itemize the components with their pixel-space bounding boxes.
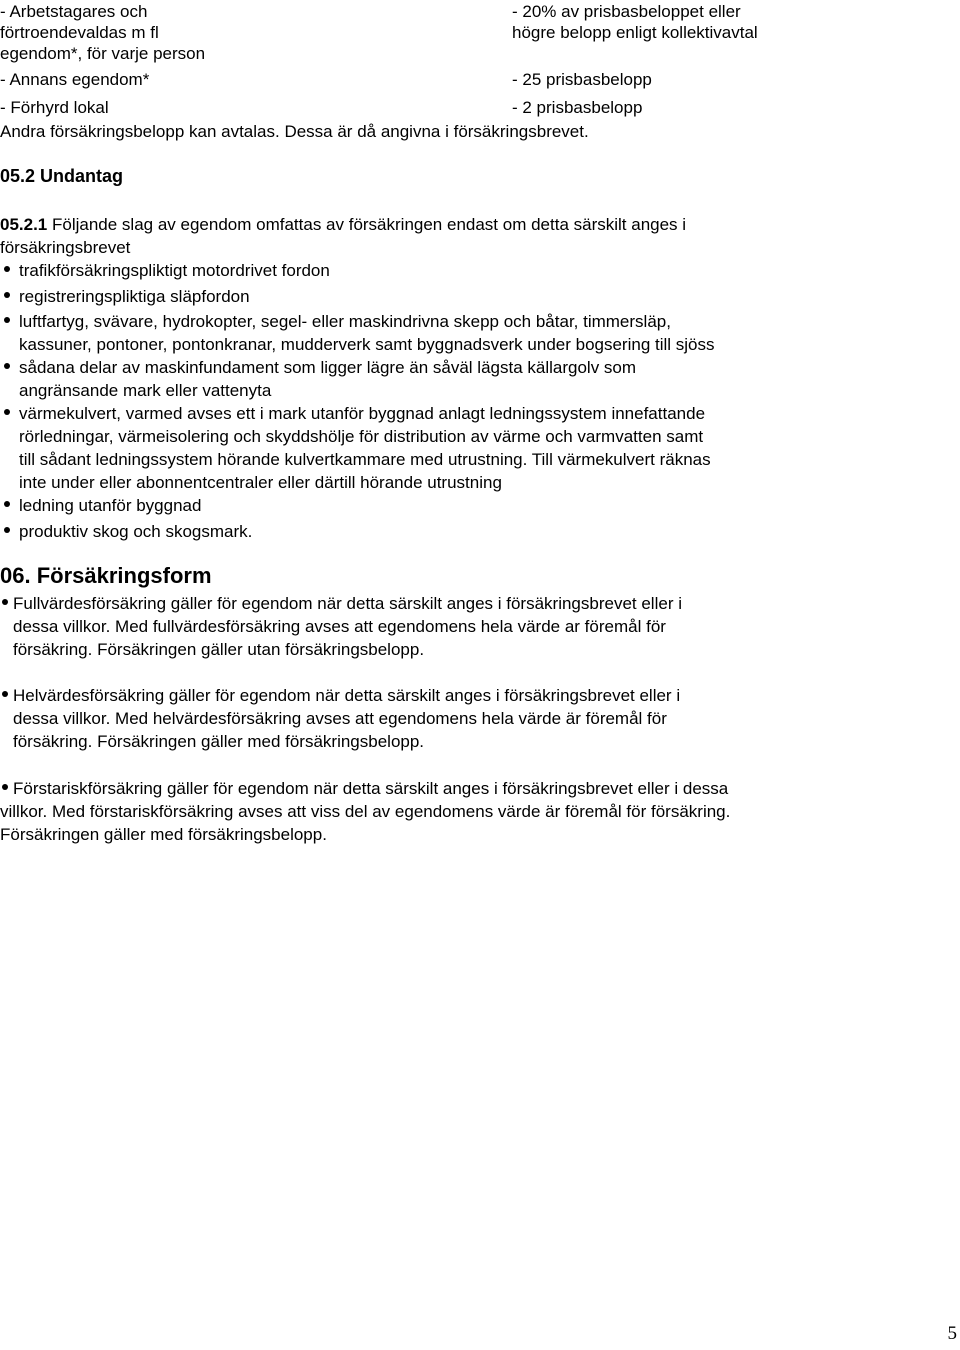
list-item: sådana delar av maskinfundament som ligger lägre än såväl lägsta källargolv som (19, 358, 637, 377)
section-heading-06: 06. Försäkringsform (0, 563, 212, 588)
limit-value: - 20% av prisbasbeloppet eller (512, 2, 741, 21)
list-item: luftfartyg, svävare, hydrokopter, segel- eller maskindrivna skepp och båtar, timmersläp, (19, 312, 671, 331)
clause-05-2-1-line2: försäkringsbrevet (0, 238, 131, 257)
form-paragraph-line: villkor. Med förstariskförsäkring avses att viss del av egendomens värde är föremål för försäkring. (0, 802, 731, 821)
limit-label: - Annans egendom* (0, 70, 150, 89)
bullet-icon (4, 409, 10, 415)
list-item-continuation: kassuner, pontoner, pontonkranar, mudderverk samt byggnadsverk under bogsering till sjöss (19, 335, 715, 354)
bullet-icon (2, 691, 8, 697)
bullet-icon (4, 292, 10, 298)
bullet-icon (4, 527, 10, 533)
bullet-icon (2, 784, 8, 790)
list-item-continuation: inte under eller abonnentcentraler eller därtill hörande utrustning (19, 473, 502, 492)
section-heading-05-2: 05.2 Undantag (0, 166, 124, 186)
limit-label: - Arbetstagares och (0, 2, 148, 21)
form-paragraph-line: försäkring. Försäkringen gäller med försäkringsbelopp. (13, 732, 425, 751)
form-paragraph-line: dessa villkor. Med helvärdesförsäkring avses att egendomens hela värde är föremål för (13, 709, 667, 728)
page-number: 5 (947, 1323, 957, 1344)
limit-label: - Förhyrd lokal (0, 98, 109, 117)
bullet-icon (4, 363, 10, 369)
list-item: ledning utanför byggnad (19, 496, 202, 515)
form-paragraph-line: Fullvärdesförsäkring gäller för egendom när detta särskilt anges i försäkringsbrevet eller i (13, 594, 682, 613)
clause-text: Följande slag av egendom omfattas av försäkringen endast om detta särskilt anges i (47, 215, 687, 234)
limit-value: - 25 prisbasbelopp (512, 70, 652, 89)
clause-05-2-1-line1 (0, 213, 686, 236)
limit-value: - 2 prisbasbelopp (512, 98, 643, 117)
other-amounts-text: Andra försäkringsbelopp kan avtalas. Dessa är då angivna i försäkringsbrevet. (0, 122, 589, 141)
form-paragraph-line: försäkring. Försäkringen gäller utan försäkringsbelopp. (13, 640, 425, 659)
limit-label: förtroendevaldas m fl (0, 23, 159, 42)
list-item-continuation: rörledningar, värmeisolering och skyddshölje för distribution av värme och varmvatten samt (19, 427, 704, 446)
limit-label: egendom*, för varje person (0, 44, 206, 63)
list-item: produktiv skog och skogsmark. (19, 522, 253, 541)
list-item: trafikförsäkringspliktigt motordrivet fordon (19, 261, 330, 280)
clause-number: 05.2.1 (0, 215, 48, 234)
form-paragraph-line: Helvärdesförsäkring gäller för egendom när detta särskilt anges i försäkringsbrevet eller i (13, 686, 681, 705)
list-item: registreringspliktiga släpfordon (19, 287, 250, 306)
bullet-icon (4, 266, 10, 272)
list-item-continuation: till sådant ledningssystem hörande kulvertkammare med utrustning. Till värmekulvert räknas (19, 450, 711, 469)
limit-value: högre belopp enligt kollektivavtal (512, 23, 758, 42)
bullet-icon (4, 501, 10, 507)
form-paragraph-line: Försäkringen gäller med försäkringsbelopp. (0, 825, 327, 844)
form-paragraph-line: Förstariskförsäkring gäller för egendom när detta särskilt anges i försäkringsbrevet eller i dessa (13, 779, 729, 798)
form-paragraph-line: dessa villkor. Med fullvärdesförsäkring avses att egendomens hela värde ar föremål för (13, 617, 666, 636)
bullet-icon (2, 599, 8, 605)
list-item-continuation: angränsande mark eller vattenyta (19, 381, 272, 400)
bullet-icon (4, 317, 10, 323)
list-item: värmekulvert, varmed avses ett i mark utanför byggnad anlagt ledningssystem innefattande (19, 404, 706, 423)
